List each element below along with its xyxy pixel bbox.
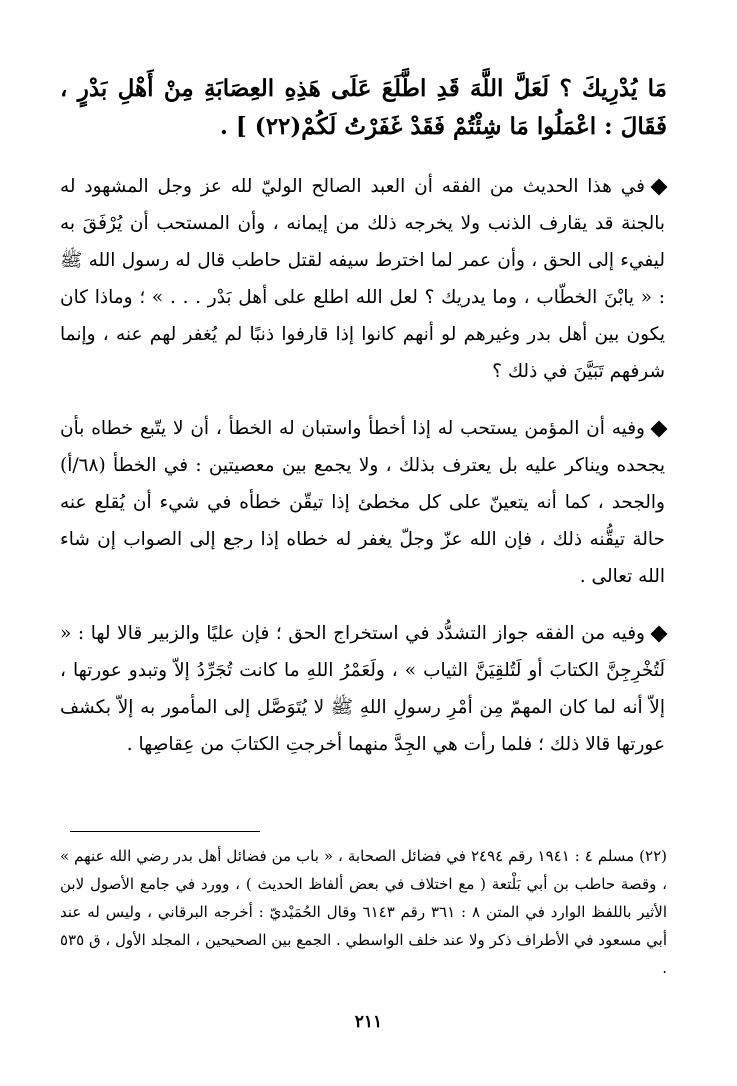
footnote: (٢٢) مسلم ٤ : ١٩٤١ رقم ٢٤٩٤ في فضائل الصحابة ، « باب من فضائل أهل بدر رضي الله عنهم » ، وقصة حاطب بن أبي بَلْتعة ( مع اختلاف في بعض ألفاظ الحديث ) ، وورد في جامع الأصول لابن الأثير باللفظ الوارد في المتن ٨ : ٣٦١ رقم ٦١٤٣ وقال الحُمَيْديّ : أخرجه البرقاني ، وليس له عند أبي مسعود في الأطراف ذكر ولا عند خلف الواسطي . الجمع بين الصحيحين ، المجلد الأول ، ق ٥٣٥ .	[60, 847, 668, 977]
footnote-divider	[70, 831, 260, 832]
bullet-icon	[651, 626, 668, 643]
bullet-icon	[651, 179, 668, 196]
bullet-icon	[651, 421, 668, 438]
page-number: ٢١١	[354, 1012, 383, 1032]
paragraph-3-text: وفيه من الفقه جواز التشدُّد في استخراج الحق ؛ فإن عليًا والزبير قالا لها : « لَتُخْرِجِنَّ الكتابَ أو لَتُلقِيَنَّ الثياب » ، ولَعَمْرُ اللهِ ما كانت تُجَرِّدُ إلاّ وتبدو عورتها ، إلاّ أنه لما كان المهمّ مِن أمْرِ رسولِ اللهِ ﷺ لا يُتَوَصَّل إلى المأمور به إلاّ بكشف عورتها قالا ذلك ؛ فلما رأت هي الجِدَّ منهما أخرجتِ الكتابَ من عِقاصِها .	[60, 623, 665, 755]
paragraph-2	[60, 410, 667, 595]
paragraph-3	[60, 615, 667, 763]
paragraph-1-text: في هذا الحديث من الفقه أن العبد الصالح الوليّ لله عز وجل المشهود له بالجنة قد يقارف الذنب ولا يخرجه ذلك من إيمانه ، وأن المستحب أن يُرْفَقَ به ليفيء إلى الحق ، وأن عمر لما اخترط سيفه لقتل حاطب قال له رسول الله ﷺ : « يابْنَ الخطّاب ، وما يدريك ؟ لعل الله اطلع على أهل بَدْر . . . » ؛ وماذا كان يكون بين أهل بدر وغيرهم لو أنهم كانوا إذا قارفوا ذنبًا لم يُغفر لهم عنه ، وإنما شرفهم تَبَيَّنَ في ذلك ؟	[60, 176, 665, 382]
quran-verse: مَا يُدْرِيكَ ؟ لَعَلَّ اللَّهَ قَدِ اطَّلَعَ عَلَى هَذِهِ العِصَابَةِ مِنْ أَهْلِ بَدْرٍ ، فَقَالَ : اعْمَلُوا مَا شِئْتُمْ فَقَدْ غَفَرْتُ لَكُمْ(٢٢) ] .	[60, 75, 667, 140]
paragraph-1	[60, 168, 667, 390]
paragraph-2-text: وفيه أن المؤمن يستحب له إذا أخطأ واستبان له الخطأ ، أن لا يتّبع خطاه بأن يجحده ويناكر عليه بل يعترف بذلك ، ولا يجمع بين معصيتين : في الخطأ (٦٨/أ) والجحد ، كما أنه يتعينّ على كل مخطئ إذا تيقّن خطأه في شيء أن يُقلع عنه حالة تيقُّنه ذلك ، فإن الله عزّ وجلّ يغفر له خطاه إذا رجع إلى الصواب إن شاء الله تعالى .	[60, 418, 665, 587]
